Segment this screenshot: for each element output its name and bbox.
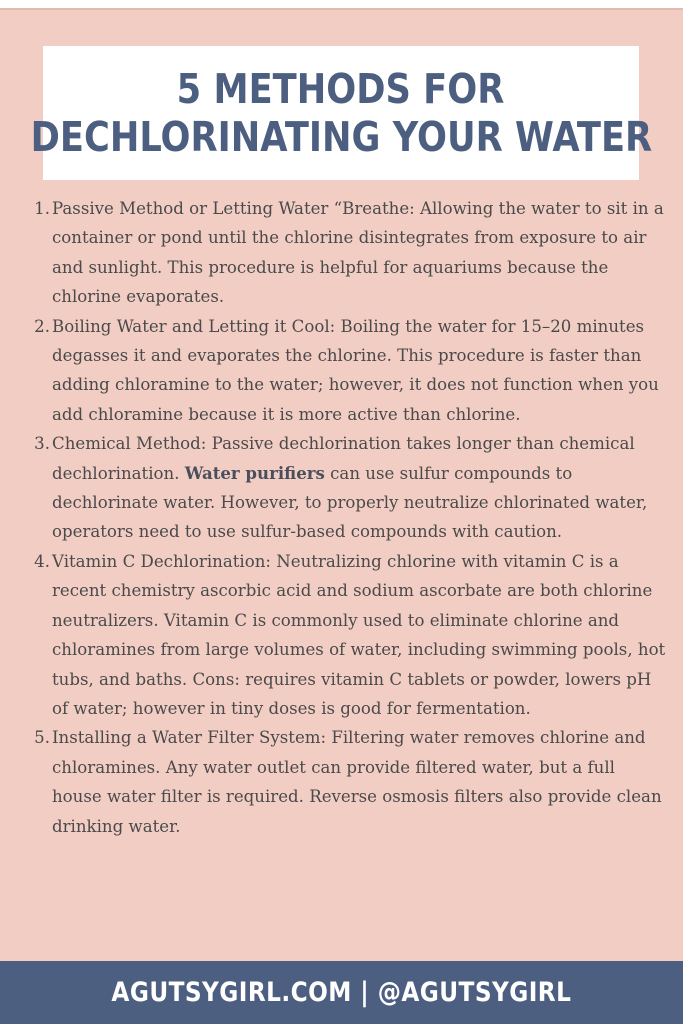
footer-bar (0, 961, 683, 1024)
list-text-before: Chemical Method: Passive dechlorination takes longer than chemical dechlorination. (52, 434, 635, 483)
list-item (22, 547, 668, 723)
list-number: 3. (34, 434, 50, 454)
list-text: Installing a Water Filter System: Filtering water removes chlorine and chloramines. Any water outlet can provide filtered water, but a full house water filter is required. Reverse osmosis filters also provide clean drinking water. (52, 728, 662, 836)
title-line-1: 5 METHODS FOR (177, 65, 505, 113)
title-box (30, 46, 652, 180)
list-item (22, 194, 668, 312)
methods-list (22, 194, 668, 841)
list-item (22, 312, 668, 430)
list-text-after: can use sulfur compounds to dechlorinate water. However, to properly neutralize chlorinated water, operators need to use sulfur-based compounds with caution. (52, 463, 648, 542)
footer-text: AGUTSYGIRL.COM | @AGUTSYGIRL (111, 977, 572, 1008)
list-text: Passive Method or Letting Water “Breathe: Allowing the water to sit in a container or pond until the chlorine disintegrates from exposure to air and sunlight. This procedure is helpful for aquariums because the chlorine evaporates. (52, 199, 664, 307)
list-text: Boiling Water and Letting it Cool: Boiling the water for 15–20 minutes degasses it and evaporates the chlorine. This procedure is faster than adding chloramine to the water; however, it does not function when you add chloramine because it is more active than chlorine. (52, 316, 659, 424)
list-item (22, 429, 668, 547)
list-number: 1. (34, 199, 50, 218)
list-number: 4. (34, 551, 50, 571)
list-number: 5. (34, 728, 50, 748)
list-text (52, 429, 668, 547)
list-text: Vitamin C Dechlorination: Neutralizing chlorine with vitamin C is a recent chemistry ascorbic acid and sodium ascorbate are both chlorine neutralizers. Vitamin C is commonly used to eliminate chlorine and chloramines from large volumes of water, including swimming pools, hot tubs, and baths. Cons: requires vitamin C tablets or powder, lowers pH of water; however in tiny doses is good for fermentation. (52, 551, 666, 718)
title-line-2: DECHLORINATING YOUR WATER (30, 113, 652, 161)
list-number: 2. (34, 316, 50, 336)
list-item (22, 723, 668, 841)
water-purifiers-link[interactable]: Water purifiers (184, 462, 325, 483)
